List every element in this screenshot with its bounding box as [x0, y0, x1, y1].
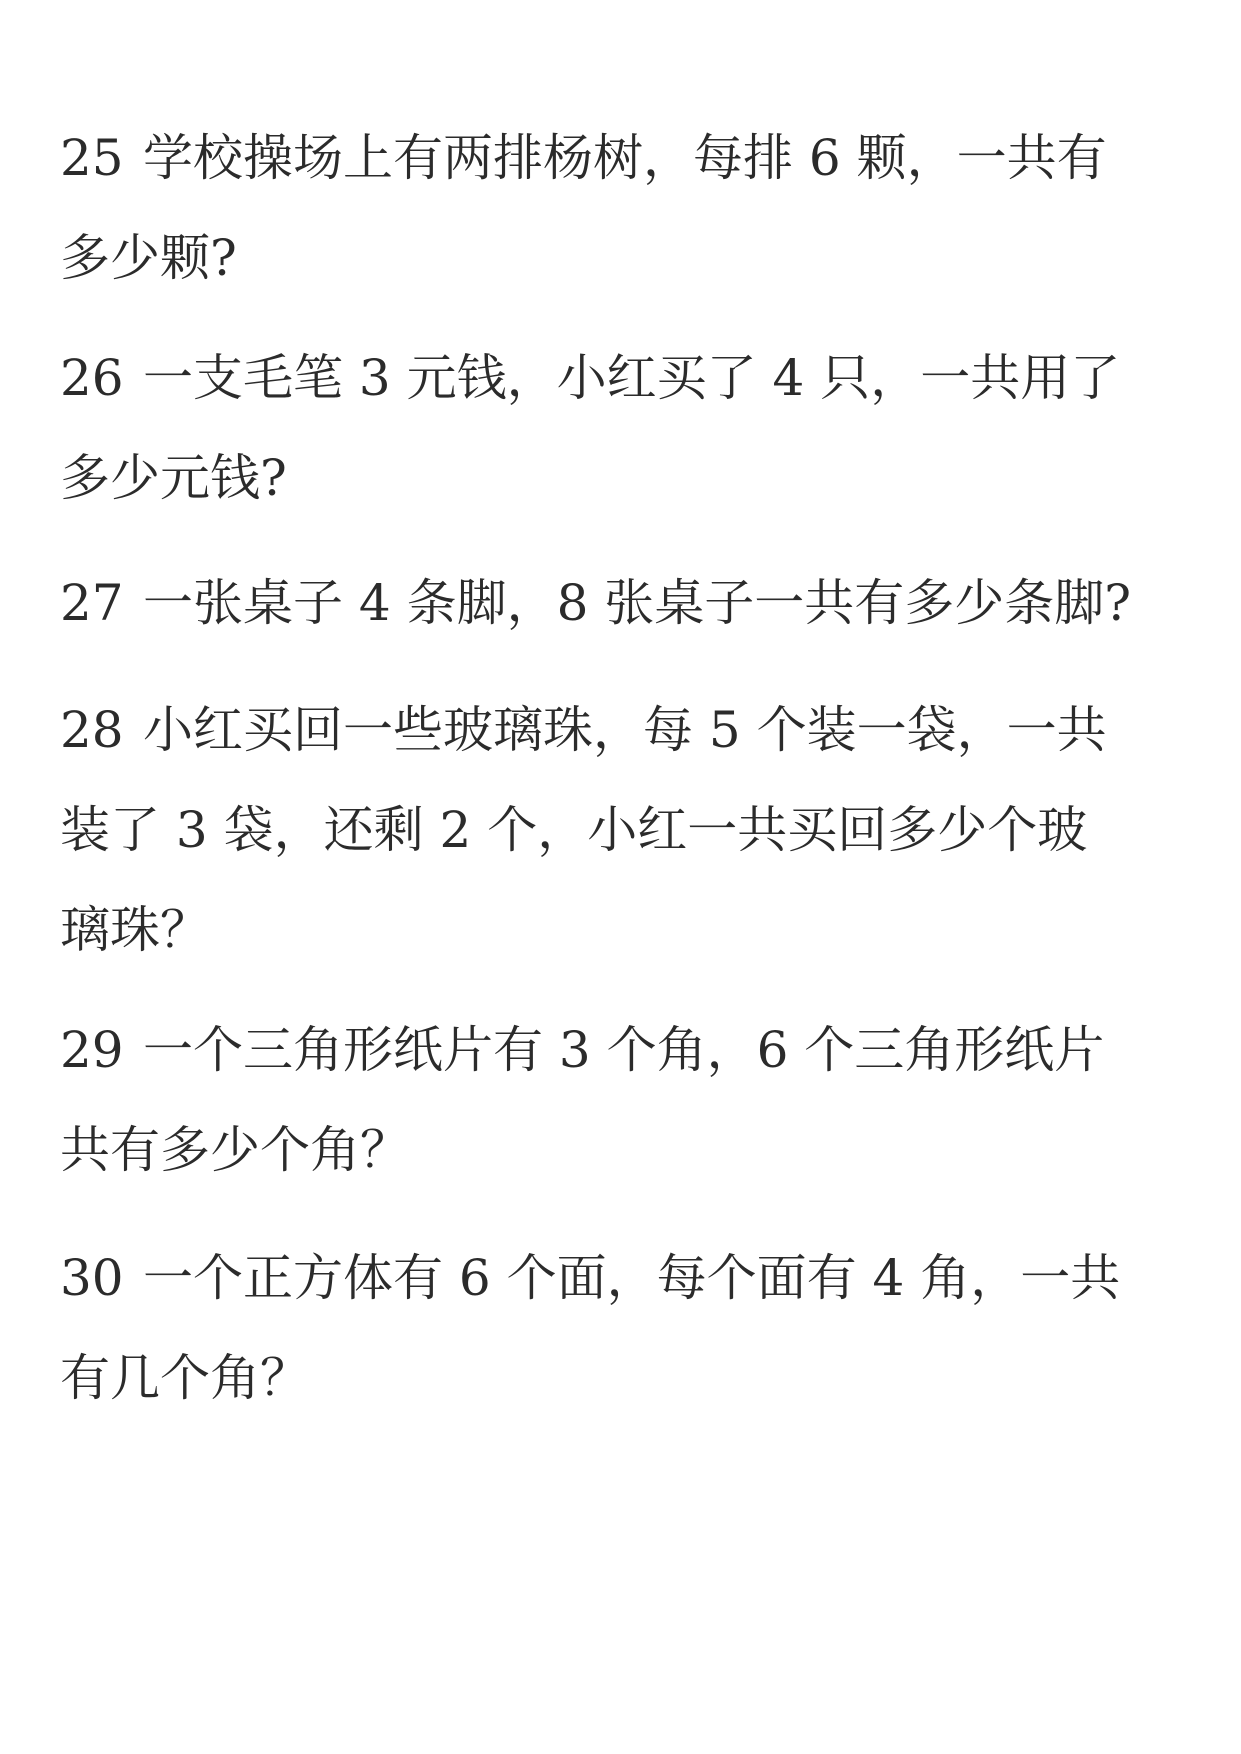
problem-line — [60, 208, 1190, 308]
problem-line — [60, 553, 1190, 653]
problem-25 — [60, 108, 1190, 308]
problem-line — [60, 1328, 1190, 1428]
problem-29 — [60, 1000, 1190, 1200]
problem-line — [60, 428, 1190, 528]
problem-line — [60, 680, 1190, 780]
problem-30 — [60, 1228, 1190, 1428]
problem-number: 25 — [60, 129, 124, 187]
problem-text: 多少元钱? — [60, 449, 287, 507]
problem-line — [60, 780, 1190, 880]
problem-number: 27 — [60, 574, 124, 632]
problem-number: 28 — [60, 701, 124, 759]
problem-number: 26 — [60, 349, 124, 407]
problem-number: 29 — [60, 1021, 124, 1079]
problem-text: 一个正方体有 6 个面，每个面有 4 角，一共 — [143, 1249, 1121, 1307]
problem-text: 多少颗? — [60, 229, 237, 287]
problem-28 — [60, 680, 1190, 980]
problem-line — [60, 1228, 1190, 1328]
problem-line — [60, 328, 1190, 428]
problem-text: 学校操场上有两排杨树，每排 6 颗，一共有 — [143, 129, 1107, 187]
problem-line — [60, 880, 1190, 980]
problem-text: 一个三角形纸片有 3 个角，6 个三角形纸片 — [143, 1021, 1105, 1079]
problem-text: 一张桌子 4 条脚，8 张桌子一共有多少条脚? — [143, 574, 1132, 632]
problem-line — [60, 108, 1190, 208]
problem-26 — [60, 328, 1190, 528]
problem-text: 装了 3 袋，还剩 2 个，小红一共买回多少个玻 — [60, 801, 1088, 859]
problem-27 — [60, 553, 1190, 653]
problem-line — [60, 1000, 1190, 1100]
problem-number: 30 — [60, 1249, 124, 1307]
problem-text: 共有多少个角？ — [60, 1121, 410, 1179]
problem-line — [60, 1100, 1190, 1200]
problem-text: 小红买回一些玻璃珠，每 5 个装一袋，一共 — [143, 701, 1107, 759]
problem-text: 有几个角？ — [60, 1349, 310, 1407]
problem-text: 一支毛笔 3 元钱，小红买了 4 只，一共用了 — [143, 349, 1121, 407]
problem-text: 璃珠？ — [60, 901, 210, 959]
